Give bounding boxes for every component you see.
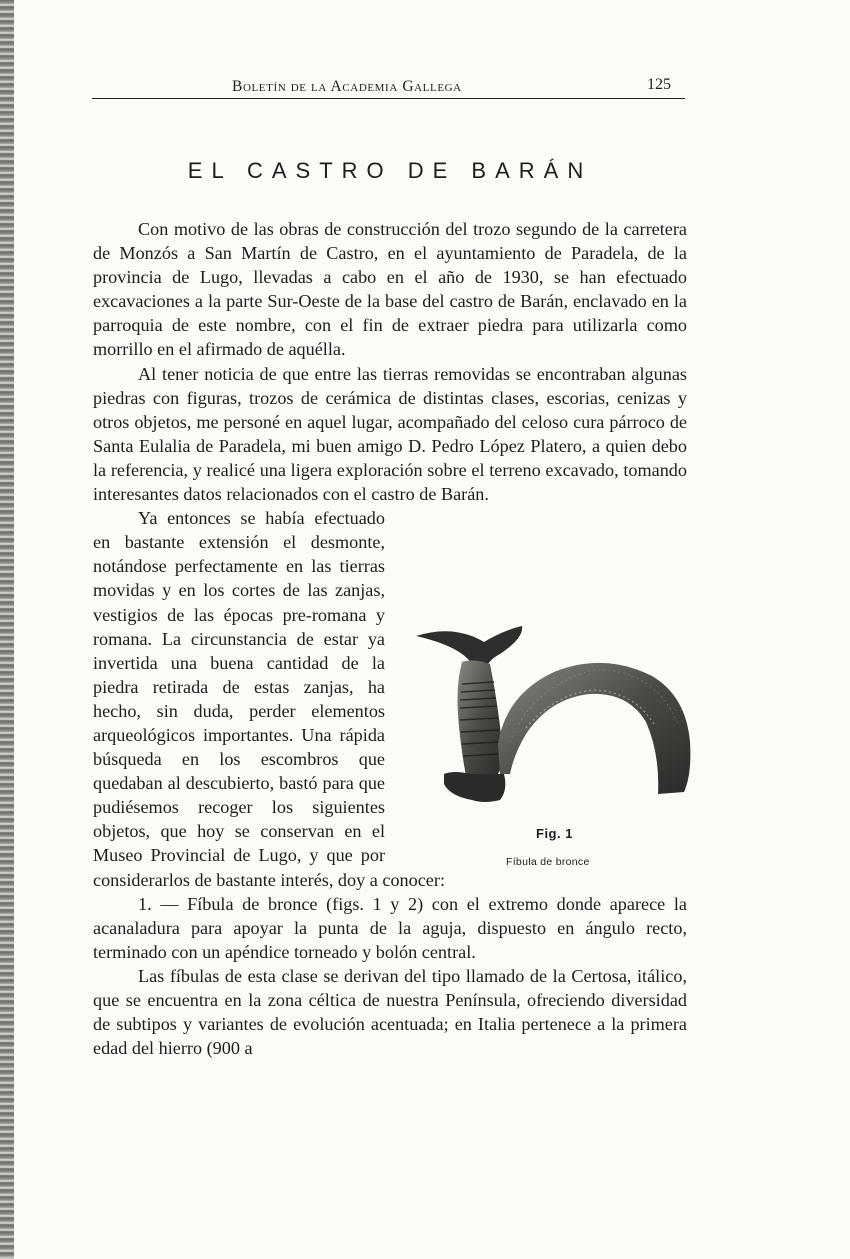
paragraph: Ya entonces se había efectuado en bastante extensión el desmonte, notándose perfectamente en las tierras movidas y en los cortes de las zanjas, vestigios de las épocas pre-romana y romana. La circunstancia de estar ya invertida una buena cantidad de la piedra retirada de estas zanjas, ha hecho, sin duda, perder elementos arqueológicos importantes. Una rápida búsqueda en los escombros que quedaban al descubierto, bastó para que pudiésemos recoger los siguientes objetos, que hoy se conservan en el Museo Provincial de Lugo, y que por considerarlos de bastante interés, doy a conocer: xyxy=(93,506,687,892)
running-title: Boletín de la Academia Gallega xyxy=(232,78,462,95)
binding-edge xyxy=(0,0,14,1259)
article-title: EL CASTRO DE BARÁN xyxy=(187,158,593,183)
paragraph: 1. — Fíbula de bronce (figs. 1 y 2) con el extremo donde aparece la acanaladura para apoyar la punta de la aguja, dispuesto en ángulo recto, terminado con un apéndice torneado y bolón central. xyxy=(93,893,687,962)
figure-wrap-spacer xyxy=(397,554,687,844)
paragraph: Con motivo de las obras de construcción del trozo segundo de la carretera de Monzós a San Martín de Castro, en el ayuntamiento de Paradela, de la provincia de Lugo, llevadas a cabo en el año de 1930, se han efectuado excavaciones a la parte Sur-Oeste de la base del castro de Barán, enclavado en la parroquia de este nombre, con el fin de extraer piedra para utilizarla como morrillo en el afirmado de aquélla. xyxy=(93,219,687,360)
paragraph: Las fíbulas de esta clase se derivan del tipo llamado de la Certosa, itálico, que se encuentra en la zona céltica de nuestra Península, ofreciendo diversidad de subtipos y variantes de evolución acentuada; en Italia pertenece a la primera edad del hierro (900 a xyxy=(93,965,687,1059)
paragraph: Al tener noticia de que entre las tierras removidas se encontraban algunas piedras con figuras, trozos de cerámica de distintas clases, escorias, cenizas y otros objetos, me personé en aquel lugar, acompañado del celoso cura párroco de Santa Eulalia de Paradela, mi buen amigo D. Pedro López Platero, a quien debo la referencia, y realicé una ligera exploración sobre el terreno excavado, tomando interesantes datos relacionados con el castro de Barán. xyxy=(93,363,687,505)
article-body xyxy=(93,217,687,1060)
running-head xyxy=(92,76,685,99)
page-number: 125 xyxy=(647,76,671,93)
figure-caption: Fíbula de bronce xyxy=(506,856,590,868)
figure-label: Fig. 1 xyxy=(536,826,573,841)
